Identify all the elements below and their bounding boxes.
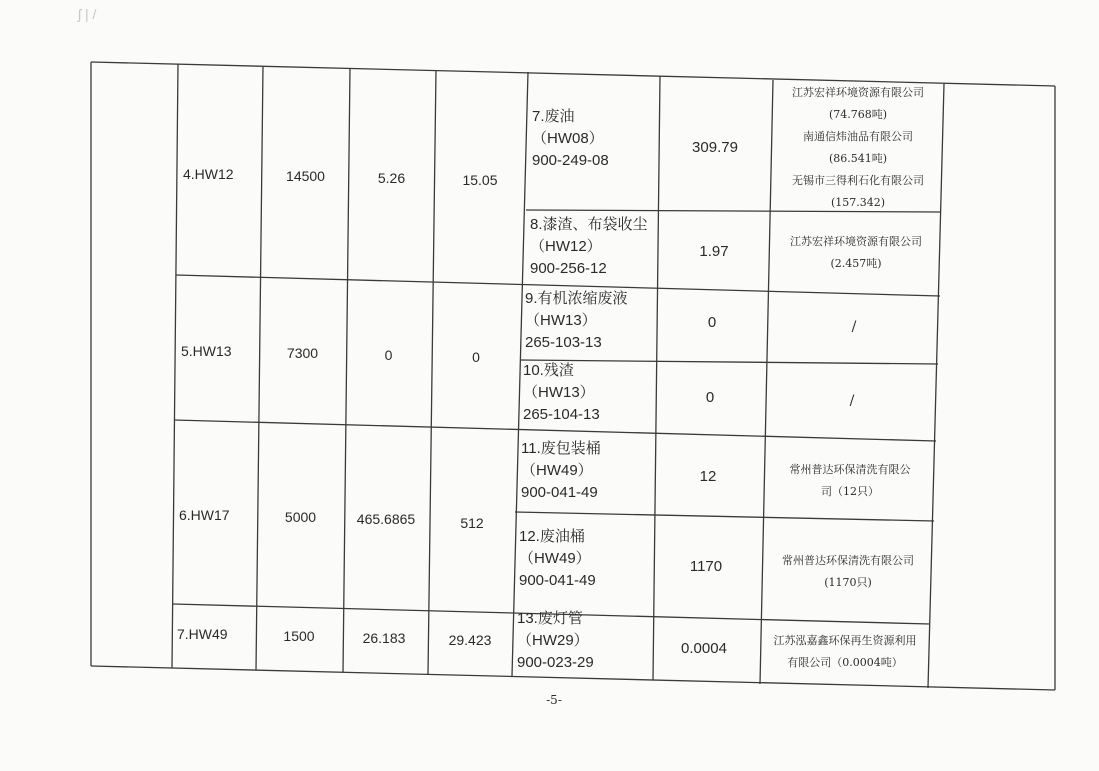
amount-cell: 12 (699, 467, 717, 485)
waste-code: 900-041-49 (519, 572, 596, 589)
page-number: -5- (546, 693, 562, 707)
table-row (172, 608, 257, 660)
disposal-line: 无锡市三得利石化有限公司 (792, 174, 924, 187)
value-cell: 512 (460, 515, 484, 531)
waste-name: 11.废包装桶 (521, 440, 601, 457)
waste-code-type: （HW29） (517, 632, 589, 649)
disposal-line: 江苏宏祥环境资源有限公司 (792, 86, 924, 99)
disposal-cell (768, 366, 936, 436)
disposal-cell (772, 218, 940, 288)
waste-code-type: （HW49） (521, 462, 593, 479)
waste-code: 900-023-29 (517, 654, 594, 671)
waste-item (521, 360, 656, 430)
capacity-cell: 7300 (286, 345, 319, 361)
value-cell: 0 (384, 347, 393, 363)
category-cell: 7.HW49 (177, 626, 228, 642)
disposal-line: (2.457吨) (830, 257, 882, 270)
waste-name: 13.废灯管 (517, 610, 583, 627)
disposal-cell (770, 292, 938, 362)
value-cell: 29.423 (448, 632, 492, 648)
category-cell: 4.HW12 (183, 165, 234, 182)
capacity-cell: 5000 (284, 509, 317, 525)
value-cell: 465.6865 (356, 511, 416, 527)
disposal-cell (766, 444, 934, 518)
disposal-line: 司（12只） (821, 485, 879, 498)
disposal-line: 常州普达环保清洗有限公 (789, 463, 911, 476)
capacity-cell: 1500 (283, 628, 315, 644)
waste-item (519, 438, 654, 508)
disposal-line: 南通信炜油品有限公司 (803, 130, 913, 143)
waste-code-type: （HW49） (519, 550, 591, 567)
table-row (178, 72, 263, 275)
disposal-line: 江苏泓嘉鑫环保再生资源利用 (773, 634, 917, 647)
table-row (174, 424, 259, 606)
disposal-cell (774, 84, 942, 212)
scan-mark: ʃ | / (78, 6, 97, 22)
amount-cell: 309.79 (692, 138, 738, 156)
waste-name: 12.废油桶 (519, 528, 585, 545)
waste-name: 10.残渣 (523, 362, 574, 379)
disposal-line: / (849, 393, 855, 409)
disposal-line: 有限公司（0.0004吨） (787, 656, 903, 669)
table-row (176, 280, 261, 422)
disposal-line: (157.342) (830, 196, 886, 209)
value-cell: 5.26 (377, 169, 406, 186)
waste-code: 900-041-49 (521, 484, 598, 501)
disposal-line: 常州普达环保清洗有限公司 (782, 554, 914, 567)
category-cell: 6.HW17 (179, 507, 230, 523)
waste-item (523, 288, 658, 358)
value-cell: 26.183 (362, 630, 406, 646)
capacity-cell: 14500 (286, 167, 325, 184)
disposal-line: (74.768吨) (828, 108, 888, 121)
value-cell: 15.05 (462, 171, 498, 188)
waste-code-type: （HW12） (530, 238, 602, 255)
disposal-line: (1170只) (824, 576, 872, 589)
disposal-line: 江苏宏祥环境资源有限公司 (790, 235, 922, 248)
waste-item (530, 106, 660, 186)
waste-name: 7.废油 (532, 108, 575, 125)
amount-cell: 1.97 (699, 242, 729, 260)
waste-code-type: （HW13） (523, 384, 595, 401)
value-cell: 0 (472, 349, 480, 365)
waste-name: 9.有机浓缩废液 (525, 290, 628, 307)
waste-code: 265-103-13 (525, 334, 602, 351)
amount-cell: 1170 (689, 557, 723, 575)
disposal-line: / (851, 319, 857, 335)
disposal-cell (760, 624, 930, 680)
waste-code: 900-249-08 (532, 152, 609, 169)
waste-code: 265-104-13 (523, 406, 600, 423)
disposal-cell (764, 534, 932, 610)
waste-name: 8.漆渣、布袋收尘 (530, 216, 648, 233)
disposal-line: (86.541吨) (828, 152, 888, 165)
amount-cell: 0.0004 (681, 639, 727, 657)
waste-code-type: （HW08） (532, 130, 604, 147)
amount-cell: 0 (707, 313, 717, 331)
waste-code: 900-256-12 (530, 260, 607, 277)
waste-item (515, 608, 650, 678)
amount-cell: 0 (705, 388, 715, 406)
waste-code-type: （HW13） (525, 312, 597, 329)
waste-item (528, 214, 660, 284)
category-cell: 5.HW13 (181, 343, 232, 359)
waste-item (517, 526, 652, 596)
